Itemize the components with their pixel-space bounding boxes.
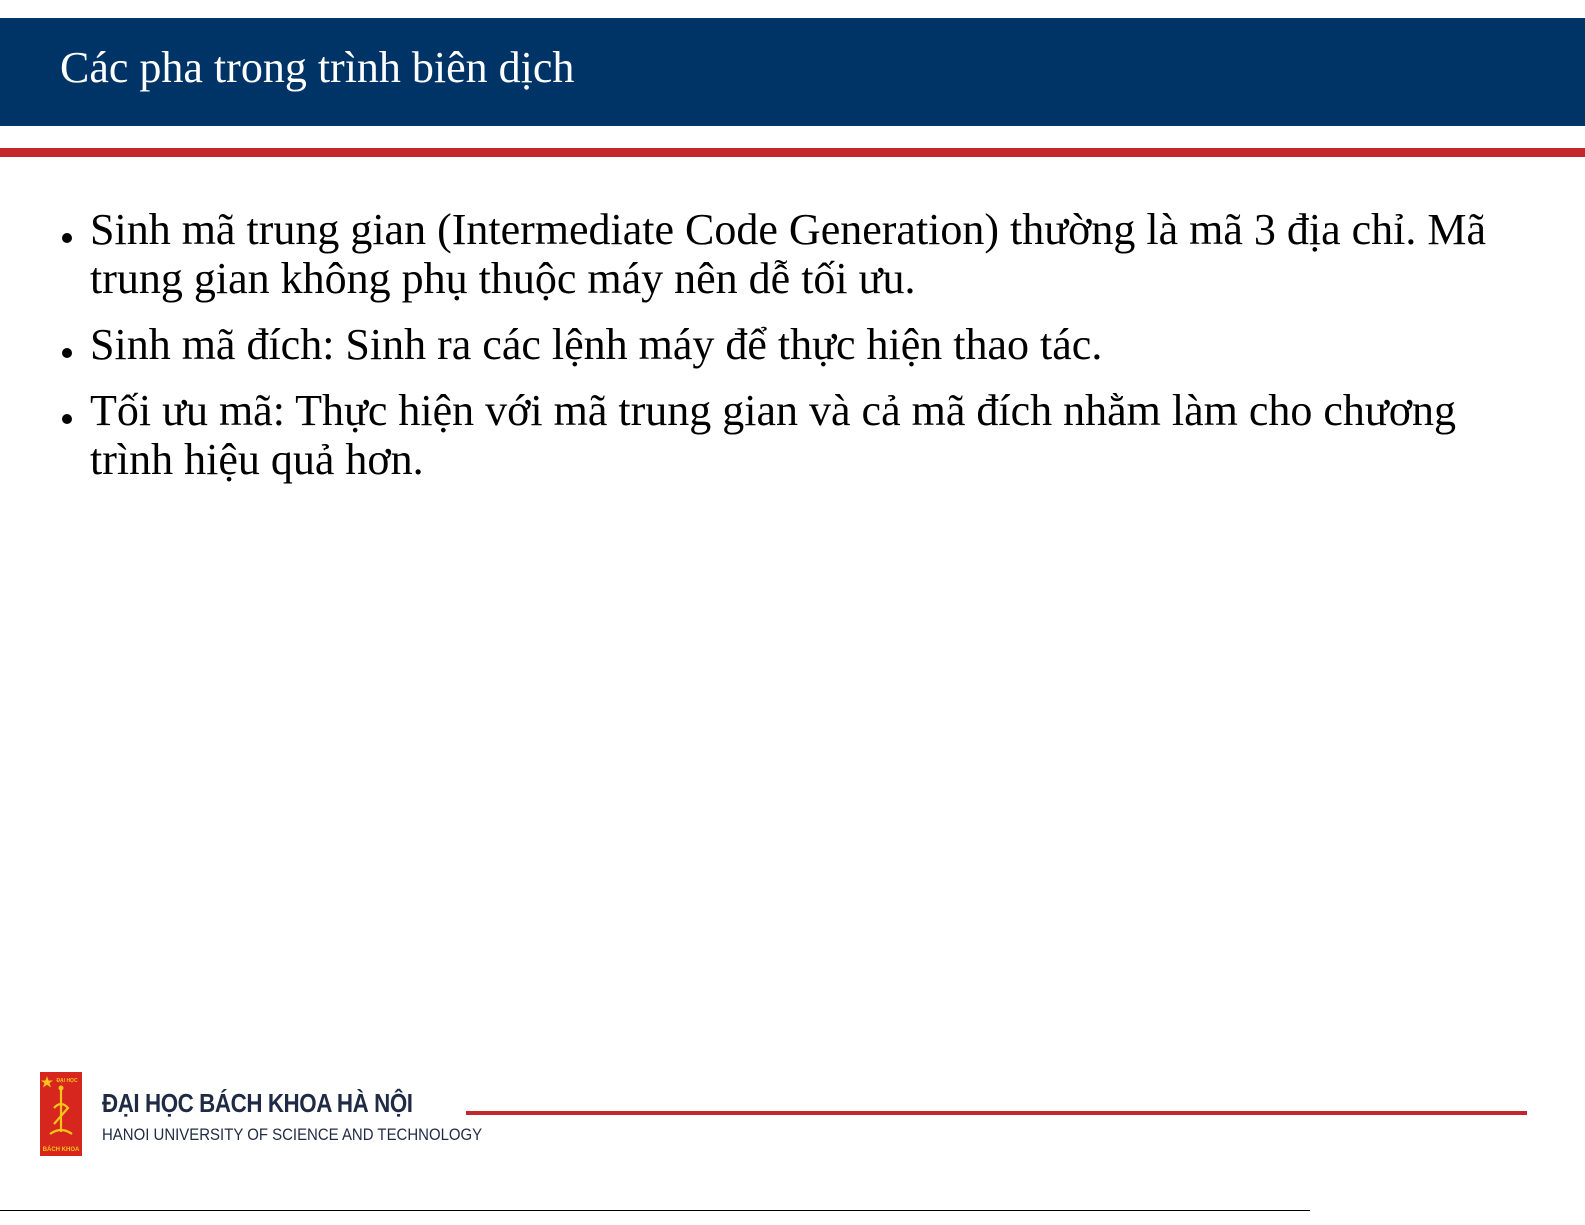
title-bar	[0, 18, 1585, 126]
bullet-item	[56, 320, 1526, 369]
university-name: ĐẠI HỌC BÁCH KHOA HÀ NỘI	[102, 1088, 413, 1118]
bottom-rule	[0, 1210, 1310, 1211]
footer-divider	[466, 1111, 1527, 1115]
svg-text:ĐẠI HỌC: ĐẠI HỌC	[56, 1078, 78, 1084]
bullet-text: Tối ưu mã: Thực hiện với mã trung gian và cả mã đích nhằm làm cho chương trình hiệu quả hơn.	[90, 386, 1457, 484]
bullet-item	[56, 205, 1526, 303]
bullet-list	[56, 205, 1526, 501]
bullet-item	[56, 386, 1526, 484]
university-name-english: HANOI UNIVERSITY OF SCIENCE AND TECHNOLOGY	[102, 1125, 483, 1144]
slide-title: Các pha trong trình biên dịch	[60, 43, 575, 92]
bullet-text: Sinh mã đích: Sinh ra các lệnh máy để thực hiện thao tác.	[90, 320, 1103, 369]
svg-text:BÁCH KHOA: BÁCH KHOA	[42, 1147, 80, 1153]
university-logo-icon	[40, 1072, 82, 1156]
bullet-dot-icon	[62, 414, 72, 424]
bullet-text: Sinh mã trung gian (Intermediate Code Generation) thường là mã 3 địa chỉ. Mã trung gian không phụ thuộc máy nên dễ tối ưu.	[90, 205, 1487, 303]
bullet-dot-icon	[62, 233, 72, 243]
title-divider	[0, 148, 1585, 157]
bullet-dot-icon	[62, 348, 72, 358]
